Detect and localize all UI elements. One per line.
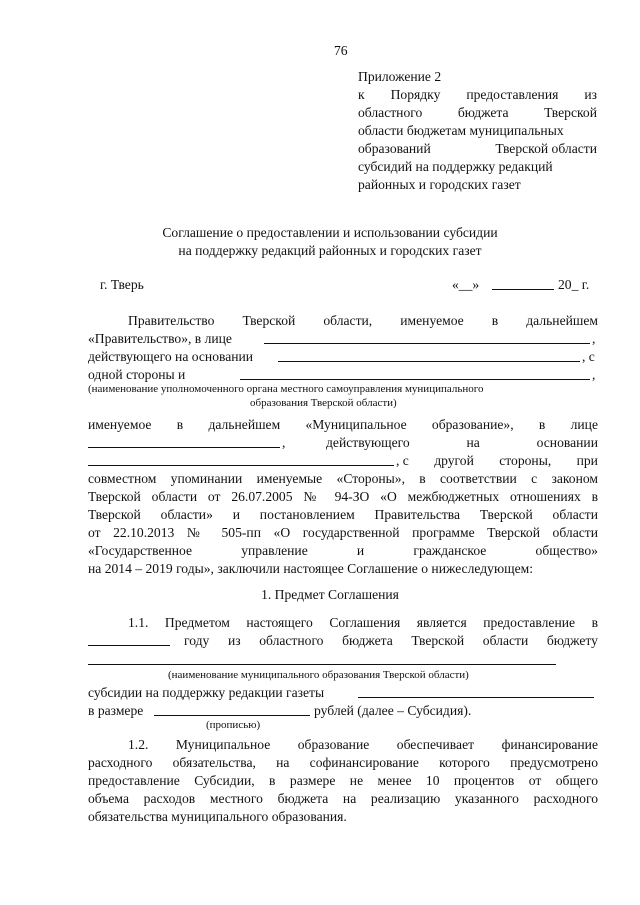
one-side-comma: , — [592, 367, 596, 382]
gov-alias: «Правительство», в лице — [88, 331, 232, 346]
named-line: именуемое в дальнейшем «Муниципальное образование», в лице — [88, 417, 598, 432]
newspaper-name-blank — [358, 697, 594, 698]
date-day: «__» — [452, 277, 480, 292]
date-month-blank — [492, 289, 554, 290]
one-side-label: одной стороны и — [88, 367, 186, 382]
municipality-name-note: (наименование муниципального образования Тверской области) — [168, 669, 469, 681]
acting-basis-blank — [278, 361, 580, 362]
page-number: 76 — [334, 43, 348, 58]
subsidy-for-label: субсидии на поддержку редакции газеты — [88, 685, 325, 700]
parties-line-1: Правительство Тверской области, именуемое в дальнейшем — [128, 313, 598, 328]
p12-line-1: 1.2. Муниципальное образование обеспечивает финансирование — [128, 737, 598, 752]
appendix-line-6: районных и городских газет — [358, 177, 521, 192]
document-title-line-2: на поддержку редакций районных и городских газет — [178, 243, 482, 258]
municipal-authority-note-1: (наименование уполномоченного органа местного самоуправления муниципального — [88, 383, 484, 395]
document-title-line-1: Соглашение о предоставлении и использовании субсидии — [162, 225, 498, 240]
p12-line-2: расходного обязательства, на софинансирование которого предусмотрено — [88, 755, 598, 770]
amount-suffix: рублей (далее – Субсидия). — [314, 703, 472, 718]
p12-line-5: обязательства муниципального образования. — [88, 809, 347, 824]
law-line-1: Тверской области от 26.07.2005 № 94-ЗО «О межбюджетных отношениях в — [88, 489, 598, 504]
p11-line-1: 1.1. Предметом настоящего Соглашения является предоставление в — [128, 615, 598, 630]
municipal-basis-blank — [88, 465, 394, 466]
municipal-authority-blank — [240, 379, 590, 380]
joint-mention-line: совместном упоминании именуемые «Стороны», в соответствии с законом — [88, 471, 598, 486]
appendix-line-2: областного бюджета Тверской — [358, 105, 597, 120]
gov-representative-blank — [264, 343, 590, 344]
place: г. Тверь — [100, 277, 144, 292]
municipal-representative-blank — [88, 447, 280, 448]
appendix-line-5: субсидий на поддержку редакций — [358, 159, 553, 174]
appendix-line-3: области бюджетам муниципальных — [358, 123, 564, 138]
acting-words-line: действующего на основании — [326, 435, 598, 450]
p12-line-3: предоставление Субсидии, в размере не менее 10 процентов от общего — [88, 773, 598, 788]
amount-blank — [154, 715, 310, 716]
acting-basis-suffix: , с — [582, 349, 595, 364]
p12-line-4: объема расходов местного бюджета на реализацию указанного расходного — [88, 791, 598, 806]
gov-comma: , — [592, 331, 596, 346]
amount-label: в размере — [88, 703, 144, 718]
law-line-3: от 22.10.2013 № 505-пп «О государственной программе Тверской области — [88, 525, 598, 540]
other-side-line: , с другой стороны, при — [396, 453, 598, 468]
year-blank — [88, 645, 170, 646]
law-line-2: Тверской области» и постановлением Правительства Тверской области — [88, 507, 598, 522]
appendix-title: Приложение 2 — [358, 69, 442, 84]
municipal-authority-note-2: образования Тверской области) — [250, 397, 397, 409]
section-1-heading: 1. Предмет Соглашения — [261, 587, 399, 602]
program-line: «Государственное управление и гражданское общество» — [88, 543, 598, 558]
acting-basis-label: действующего на основании — [88, 349, 254, 364]
municipal-rep-comma: , — [282, 435, 286, 450]
appendix-line-1: к Порядку предоставления из — [358, 87, 597, 102]
in-words-note: (прописью) — [206, 719, 261, 731]
conclusion-line: на 2014 – 2019 годы», заключили настоящее Соглашение о нижеследующем: — [88, 561, 533, 576]
municipality-name-blank — [88, 664, 556, 665]
date-year: 20_ г. — [558, 277, 590, 292]
appendix-line-4: образований Тверской области — [358, 141, 597, 156]
p11-line-2: году из областного бюджета Тверской области бюджету — [184, 633, 598, 648]
